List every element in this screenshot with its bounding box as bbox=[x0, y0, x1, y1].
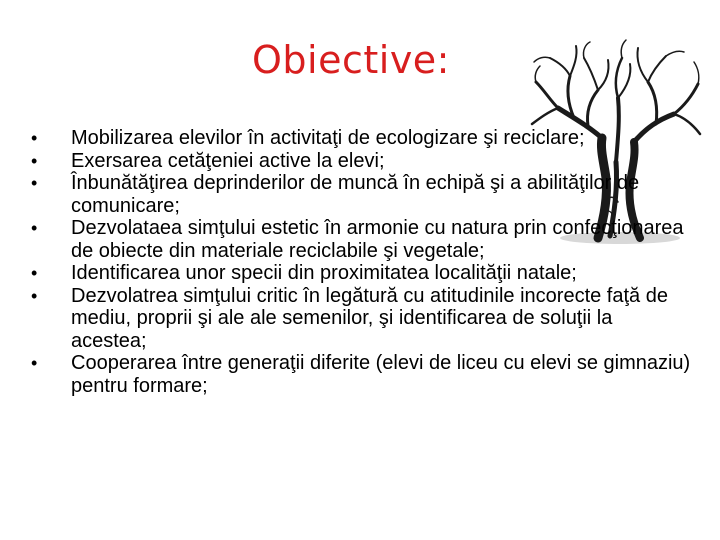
list-item: • Exersarea cetăţeniei active la elevi; bbox=[31, 150, 691, 173]
objectives-list bbox=[31, 127, 691, 397]
list-item: • Înbunătăţirea deprinderilor de muncă în echipă şi a abilităţilor de comunicare; bbox=[31, 172, 691, 217]
slide-title: Obiective: bbox=[252, 38, 450, 82]
list-item: • Dezvolataea simţului estetic în armonie cu natura prin confecţionarea de obiecte din materiale reciclabile şi vegetale; bbox=[31, 217, 691, 262]
list-item: • Cooperarea între generaţii diferite (elevi de liceu cu elevi se gimnaziu) pentru formare; bbox=[31, 352, 691, 397]
list-item: • Mobilizarea elevilor în activitaţi de ecologizare şi reciclare; bbox=[31, 127, 691, 150]
list-item: • Dezvolatrea simţului critic în legătură cu atitudinile incorecte faţă de mediu, proprii şi ale ale semenilor, şi identificarea de soluţii la acestea; bbox=[31, 285, 691, 353]
list-item: • Identificarea unor specii din proximitatea localităţii natale; bbox=[31, 262, 691, 285]
